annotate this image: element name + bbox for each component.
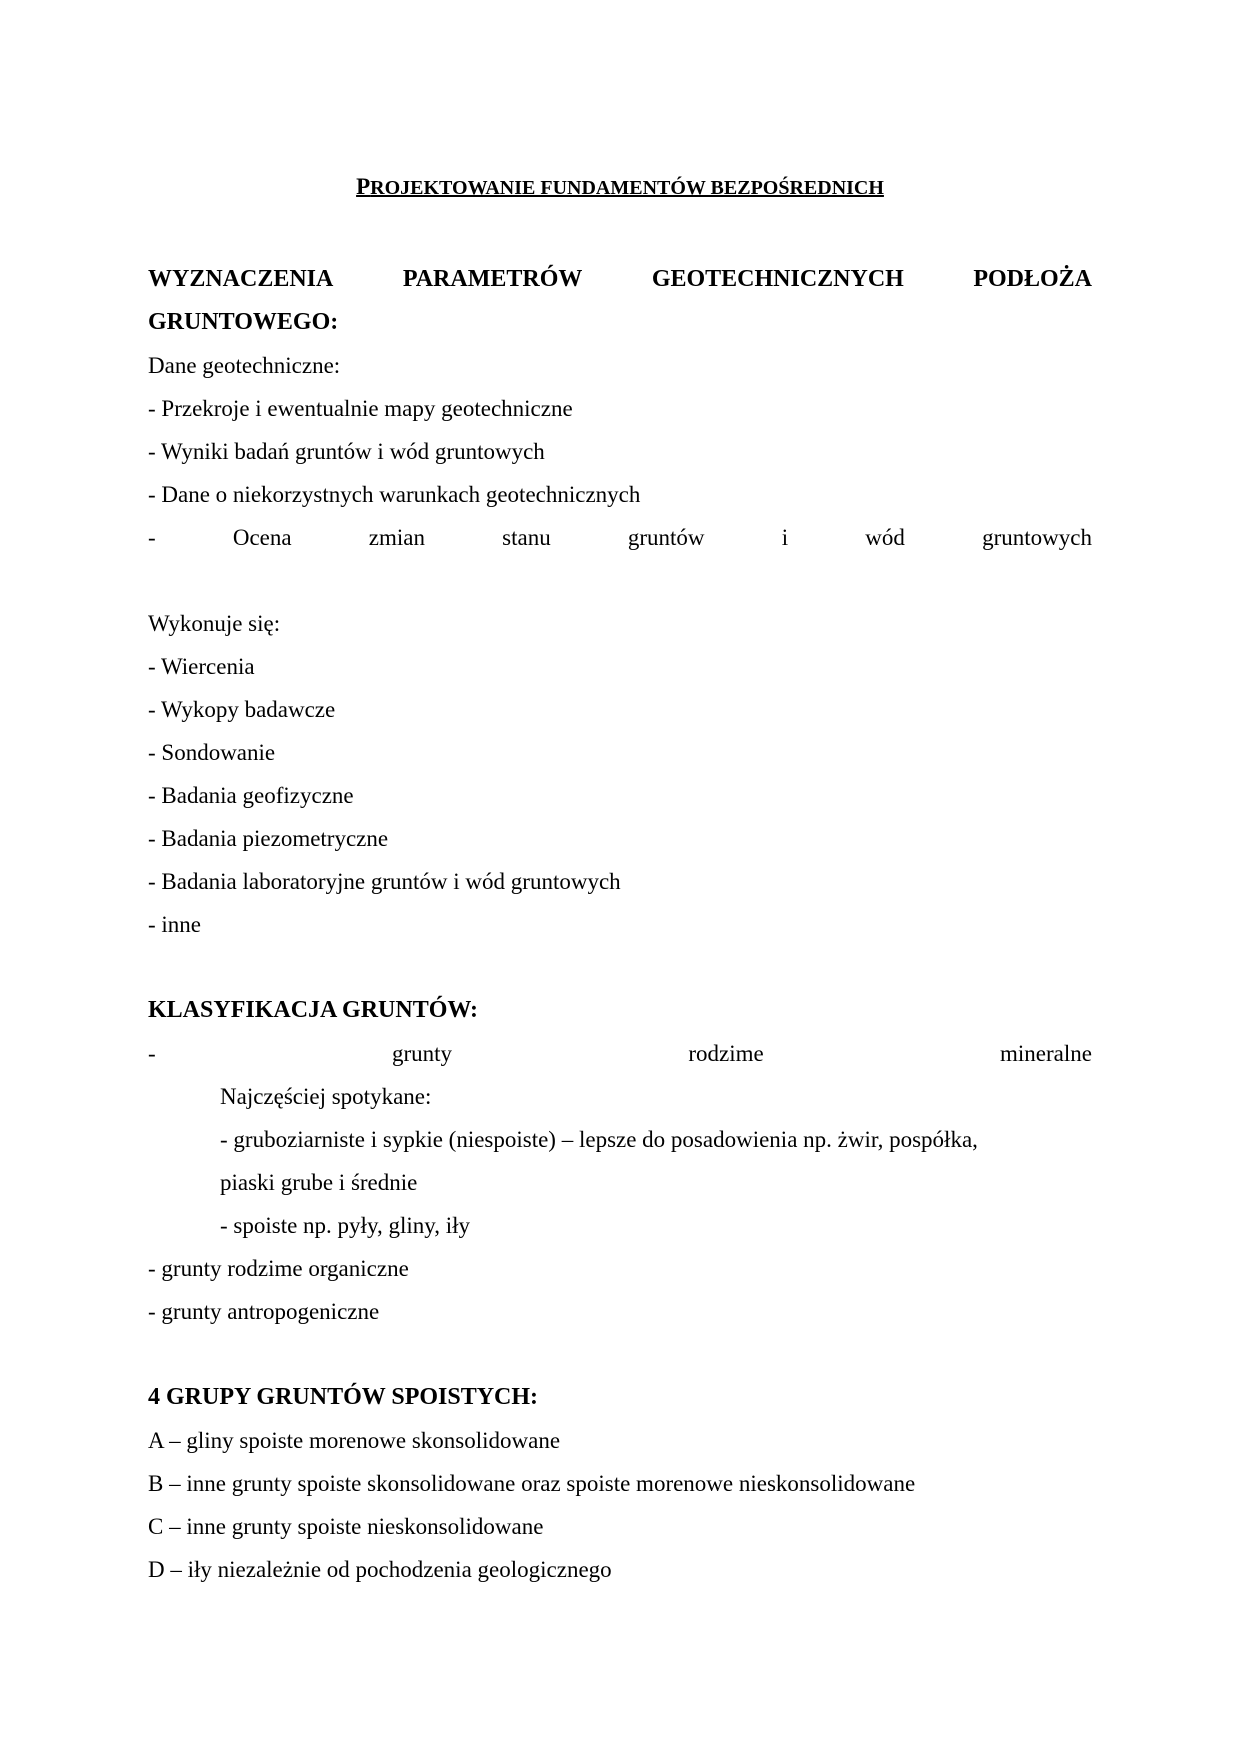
list-item: - Badania geofizyczne	[148, 783, 354, 808]
sub-intro: Najczęściej spotykane:	[220, 1084, 432, 1109]
word: zmian	[368, 525, 425, 550]
section-intro: Dane geotechniczne:	[148, 353, 341, 378]
word: gruntowych	[982, 525, 1092, 550]
word: -	[148, 525, 156, 550]
document-title	[0, 174, 1240, 200]
paragraph-gap	[148, 1333, 1092, 1376]
list-item: - Wykopy badawcze	[148, 697, 336, 722]
list-item: - grunty rodzime organiczne	[148, 1256, 409, 1281]
word: Ocena	[232, 525, 292, 550]
document-title-initial: P	[356, 174, 371, 199]
list-item: C – inne grunty spoiste nieskonsolidowane	[148, 1514, 544, 1539]
list-item: - Przekroje i ewentualnie mapy geotechniczne	[148, 396, 573, 421]
heading-word: PODŁOŻA	[973, 266, 1092, 292]
word: i	[781, 525, 789, 550]
list-item: A – gliny spoiste morenowe skonsolidowane	[148, 1428, 561, 1453]
document-title-rest: ROJEKTOWANIE FUNDAMENTÓW BEZPOŚREDNICH	[370, 177, 884, 199]
section-intro: Wykonuje się:	[148, 611, 281, 636]
paragraph-gap	[148, 946, 1092, 989]
heading-word: WYZNACZENIA	[148, 266, 334, 292]
list-item: - Badania piezometryczne	[148, 826, 389, 851]
word: grunty	[391, 1041, 453, 1066]
list-item: - Wyniki badań gruntów i wód gruntowych	[148, 439, 545, 464]
section-heading-groups: 4 GRUPY GRUNTÓW SPOISTYCH:	[148, 1384, 539, 1410]
list-item: - Wiercenia	[148, 654, 255, 679]
word: -	[148, 1041, 156, 1066]
sub-list-item: - gruboziarniste i sypkie (niespoiste) – lepsze do posadowienia np. żwir, pospółka,	[220, 1127, 978, 1152]
word: gruntów	[627, 525, 705, 550]
heading-word: GEOTECHNICZNYCH	[651, 266, 904, 292]
sub-list-item: - spoiste np. pyły, gliny, iły	[220, 1213, 471, 1238]
list-item-justified	[148, 516, 1092, 559]
section-heading-parameters-line2: GRUNTOWEGO:	[148, 309, 339, 335]
list-item: D – iły niezależnie od pochodzenia geologicznego	[148, 1557, 612, 1582]
word: stanu	[502, 525, 551, 550]
section-heading-parameters	[148, 258, 1092, 301]
list-item: - Dane o niekorzystnych warunkach geotechnicznych	[148, 482, 641, 507]
list-item: - grunty antropogeniczne	[148, 1299, 380, 1324]
paragraph-gap	[148, 559, 1092, 602]
section-heading-classification: KLASYFIKACJA GRUNTÓW:	[148, 997, 479, 1023]
list-item-justified	[148, 1032, 1092, 1075]
heading-word: PARAMETRÓW	[402, 266, 583, 292]
sub-list-item-continuation: piaski grube i średnie	[220, 1170, 418, 1195]
list-item: - Sondowanie	[148, 740, 276, 765]
word: wód	[865, 525, 905, 550]
list-item: - Badania laboratoryjne gruntów i wód gruntowych	[148, 869, 621, 894]
document-body	[148, 258, 1092, 1591]
list-item: - inne	[148, 912, 202, 937]
list-item: B – inne grunty spoiste skonsolidowane oraz spoiste morenowe nieskonsolidowane	[148, 1471, 916, 1496]
word: rodzime	[688, 1041, 764, 1066]
word: mineralne	[1000, 1041, 1092, 1066]
